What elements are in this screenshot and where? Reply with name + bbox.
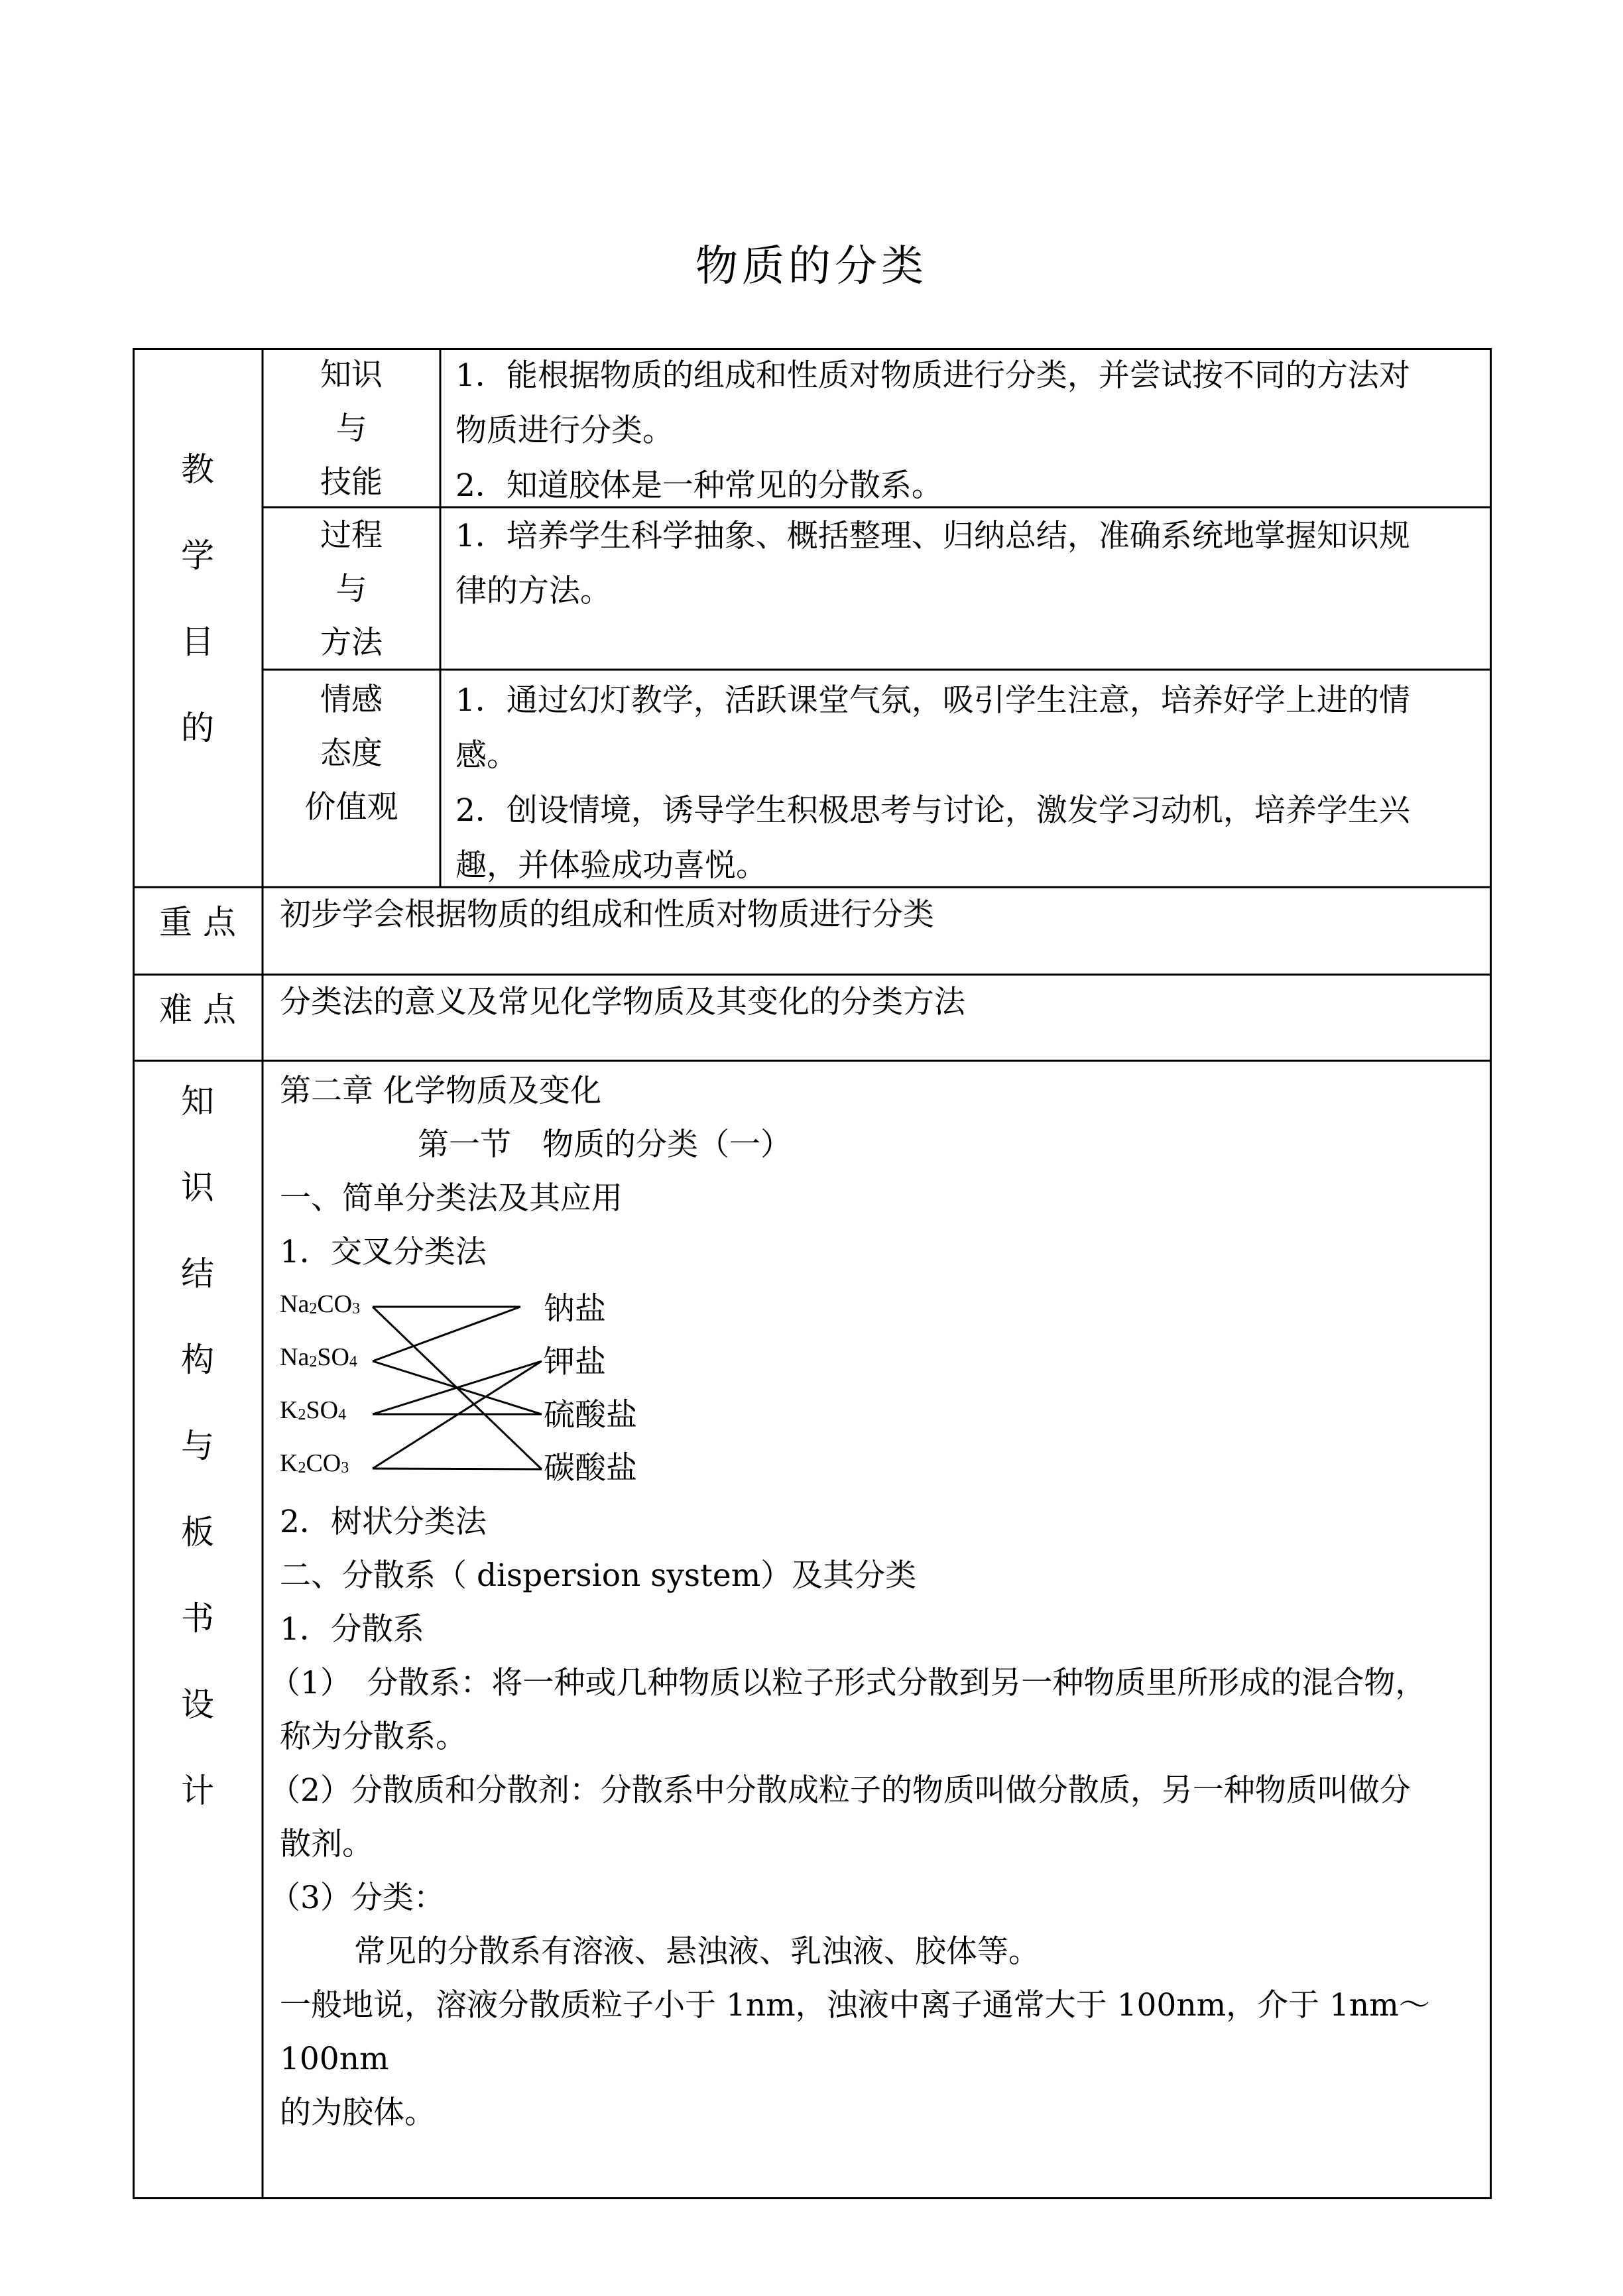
label-line: 情感 <box>320 682 383 718</box>
definition-dispersion: （1） 分散系：将一种或几种物质以粒子形式分散到另一种物质里所形成的混合物， <box>269 1665 1427 1701</box>
label-line: 知识 <box>320 357 383 393</box>
side-char: 的 <box>181 709 214 747</box>
general-statement-cont: 的为胶体。 <box>280 2094 436 2131</box>
formula-na2so4: $Na_2SO_4$ <box>280 1343 357 1371</box>
label-line: 态度 <box>320 735 383 772</box>
label-line: 与 <box>335 410 367 447</box>
general-statement: 一般地说，溶液分散质粒子小于 1nm，浊液中离子通常大于 100nm，介于 1nm～100nm <box>280 1987 1430 2077</box>
key-point-label: 重 点 <box>159 903 236 941</box>
lesson-table <box>133 348 1492 2199</box>
chapter-heading: 第二章 化学物质及变化 <box>280 1073 601 1109</box>
text-line: 律的方法。 <box>455 573 611 609</box>
difficulty-text: 分类法的意义及常见化学物质及其变化的分类方法 <box>280 984 965 1020</box>
common-dispersions: 常见的分散系有溶液、悬浊液、乳浊液、胶体等。 <box>354 1933 1040 1970</box>
side-char: 与 <box>181 1427 214 1465</box>
label-line: 价值观 <box>304 789 398 825</box>
page-title: 物质的分类 <box>695 242 928 291</box>
salt-sulfate: 硫酸盐 <box>544 1397 637 1433</box>
side-char: 识 <box>181 1168 214 1207</box>
definition-dispersoid-cont: 散剂。 <box>280 1826 373 1862</box>
side-char: 学 <box>181 536 214 575</box>
salt-carbonate: 碳酸盐 <box>544 1450 637 1486</box>
side-char: 构 <box>181 1341 214 1379</box>
label-line: 方法 <box>320 625 383 661</box>
text-line: 2．创设情境，诱导学生积极思考与讨论，激发学习动机，培养学生兴 <box>455 792 1410 829</box>
text-line: 1．能根据物质的组成和性质对物质进行分类，并尝试按不同的方法对 <box>455 357 1410 394</box>
text-line: 感。 <box>455 737 518 774</box>
label-line: 与 <box>335 571 367 607</box>
side-char: 目 <box>181 623 214 661</box>
text-line: 1．通过幻灯教学，活跃课堂气氛，吸引学生注意，培养好学上进的情 <box>455 682 1410 719</box>
item-dispersion: 1．分散系 <box>280 1611 424 1648</box>
knowledge-content-bottom <box>269 1495 1486 2140</box>
label-line: 技能 <box>320 464 383 501</box>
side-char: 板 <box>181 1513 214 1551</box>
text-line: 1．培养学生科学抽象、概括整理、归纳总结，准确系统地掌握知识规 <box>455 518 1410 554</box>
salt-potassium: 钾盐 <box>544 1344 606 1380</box>
difficulty-label: 难 点 <box>159 991 236 1029</box>
text-line: 趣，并体验成功喜悦。 <box>455 847 767 884</box>
heading-simple-classification: 一、简单分类法及其应用 <box>280 1180 623 1217</box>
side-char: 书 <box>181 1599 214 1638</box>
item-cross-classification: 1．交叉分类法 <box>280 1234 487 1270</box>
key-point-text: 初步学会根据物质的组成和性质对物质进行分类 <box>280 896 934 933</box>
text-line: 2．知道胶体是一种常见的分散系。 <box>455 467 943 504</box>
salt-sodium: 钠盐 <box>544 1291 606 1327</box>
side-char: 计 <box>181 1772 214 1810</box>
formula-na2co3: $Na_2CO_3$ <box>280 1290 361 1318</box>
side-char: 知 <box>181 1082 214 1120</box>
section-heading: 第一节 物质的分类（一） <box>418 1126 792 1163</box>
label-line: 过程 <box>320 517 383 554</box>
item-tree-classification: 2．树状分类法 <box>280 1504 487 1540</box>
formula-k2so4: $K_2SO_4$ <box>280 1396 347 1424</box>
definition-dispersoid: （2）分散质和分散剂：分散系中分散成粒子的物质叫做分散质，另一种物质叫做分 <box>269 1772 1411 1809</box>
text-line: 物质进行分类。 <box>455 412 674 449</box>
formula-k2co3: $K_2CO_3$ <box>280 1449 349 1477</box>
side-char: 教 <box>181 450 214 489</box>
link-na2so4-sodium <box>373 1307 520 1361</box>
definition-dispersion-cont: 称为分散系。 <box>280 1719 467 1755</box>
heading-dispersion-system: 二、分散系（ dispersion system）及其分类 <box>280 1557 917 1594</box>
definition-classification: （3）分类： <box>269 1880 445 1916</box>
side-char: 结 <box>181 1254 214 1293</box>
side-char: 设 <box>181 1685 214 1724</box>
